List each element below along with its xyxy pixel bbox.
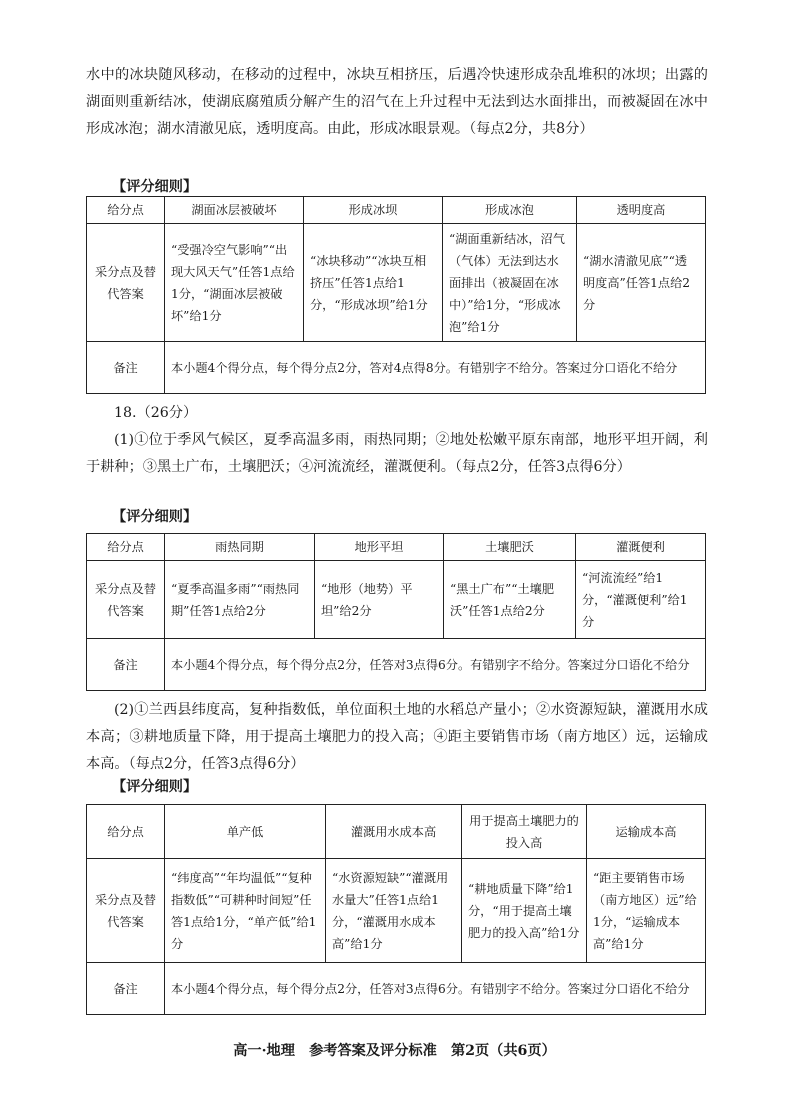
row-label: 备注: [87, 342, 165, 394]
table-row: [87, 561, 706, 639]
header-cell: 灌溉便利: [576, 534, 706, 561]
row-label: 采分点及替代答案: [87, 224, 165, 342]
header-cell: 湖面冰层被破坏: [165, 197, 304, 224]
table-cell: “耕地质量下降”给1分，“用于提高土壤肥力的投入高”给1分: [462, 859, 587, 963]
header-cell: 用于提高土壤肥力的投入高: [462, 805, 587, 859]
table-cell: “地形（地势）平坦”给2分: [315, 561, 444, 639]
scoring-rules-label-3: 【评分细则】: [112, 779, 198, 795]
header-cell: 土壤肥沃: [444, 534, 576, 561]
table-cell: “湖面重新结冰，沼气（气体）无法到达水面排出（被凝固在冰中）”给1分，“形成冰泡”给1分: [443, 224, 577, 342]
header-cell: 透明度高: [577, 197, 706, 224]
row-label: 采分点及替代答案: [87, 561, 165, 639]
note-cell: 本小题4个得分点，每个得分点2分，任答对3点得6分。有错别字不给分。答案过分口语化不给分: [165, 639, 706, 691]
note-cell: 本小题4个得分点，每个得分点2分，答对4点得8分。有错别字不给分。答案过分口语化不给分: [165, 342, 706, 394]
header-cell: 形成冰泡: [443, 197, 577, 224]
table-header-row: [87, 805, 706, 859]
header-cell: 雨热同期: [165, 534, 315, 561]
table-cell: “河流流经”给1分，“灌溉便利”给1分: [576, 561, 706, 639]
header-cell: 给分点: [87, 534, 165, 561]
table-cell: “距主要销售市场（南方地区）远”给1分，“运输成本高”给1分: [587, 859, 706, 963]
page-footer: 高一·地理 参考答案及评分标准 第2页（共6页）: [233, 1043, 556, 1059]
table-header-row: [87, 197, 706, 224]
header-cell: 单产低: [165, 805, 326, 859]
table-cell: “湖水清澈见底”“透明度高”任答1点给2分: [577, 224, 706, 342]
table-row: [87, 859, 706, 963]
header-cell: 形成冰坝: [304, 197, 443, 224]
scoring-table-q17: [86, 196, 706, 394]
q18-part2-text: (2)①兰西县纬度高，复种指数低，单位面积土地的水稻总产量小；②水资源短缺，灌溉用水成本高；③耕地质量下降，用于提高土壤肥力的投入高；④距主要销售市场（南方地区）远，运输成本高。（每点2分，任答3点得6分）: [86, 702, 708, 772]
table-cell: “黑土广布”“土壤肥沃”任答1点给2分: [444, 561, 576, 639]
scoring-table-q18-2: [86, 804, 706, 1015]
scoring-rules-label-2: 【评分细则】: [112, 509, 198, 525]
row-label: 采分点及替代答案: [87, 859, 165, 963]
q18-heading: 18.（26分）: [114, 405, 198, 421]
table-row: [87, 224, 706, 342]
header-cell: 给分点: [87, 805, 165, 859]
scoring-rules-label-1: 【评分细则】: [112, 179, 198, 195]
table-cell: “夏季高温多雨”“雨热同期”任答1点给2分: [165, 561, 315, 639]
header-cell: 运输成本高: [587, 805, 706, 859]
note-cell: 本小题4个得分点，每个得分点2分，任答对3点得6分。有错别字不给分。答案过分口语化不给分: [165, 963, 706, 1015]
table-cell: “水资源短缺”“灌溉用水量大”任答1点给1分，“灌溉用水成本高”给1分: [326, 859, 462, 963]
row-label: 备注: [87, 639, 165, 691]
table-row: [87, 639, 706, 691]
scoring-table-q18-1: [86, 533, 706, 691]
header-cell: 地形平坦: [315, 534, 444, 561]
row-label: 备注: [87, 963, 165, 1015]
table-cell: “受强冷空气影响”“出现大风天气”任答1点给1分，“湖面冰层被破坏”给1分: [165, 224, 304, 342]
q18-part1-text: (1)①位于季风气候区，夏季高温多雨，雨热同期；②地处松嫩平原东南部，地形平坦开阔，利于耕种；③黑土广布，土壤肥沃；④河流流经，灌溉便利。（每点2分，任答3点得6分）: [86, 432, 708, 475]
table-cell: “冰块移动”“冰块互相挤压”任答1点给1分，“形成冰坝”给1分: [304, 224, 443, 342]
q17-continuation-text: 水中的冰块随风移动，在移动的过程中，冰块互相挤压，后遇冷快速形成杂乱堆积的冰坝；出露的湖面则重新结冰，使湖底腐殖质分解产生的沼气在上升过程中无法到达水面排出，而被凝固在冰中形成冰泡；湖水清澈见底，透明度高。由此，形成冰眼景观。（每点2分，共8分）: [86, 67, 708, 137]
header-cell: 灌溉用水成本高: [326, 805, 462, 859]
table-cell: “纬度高”“年均温低”“复种指数低”“可耕种时间短”任答1点给1分，“单产低”给1分: [165, 859, 326, 963]
table-row: [87, 963, 706, 1015]
table-row: [87, 342, 706, 394]
header-cell: 给分点: [87, 197, 165, 224]
table-header-row: [87, 534, 706, 561]
